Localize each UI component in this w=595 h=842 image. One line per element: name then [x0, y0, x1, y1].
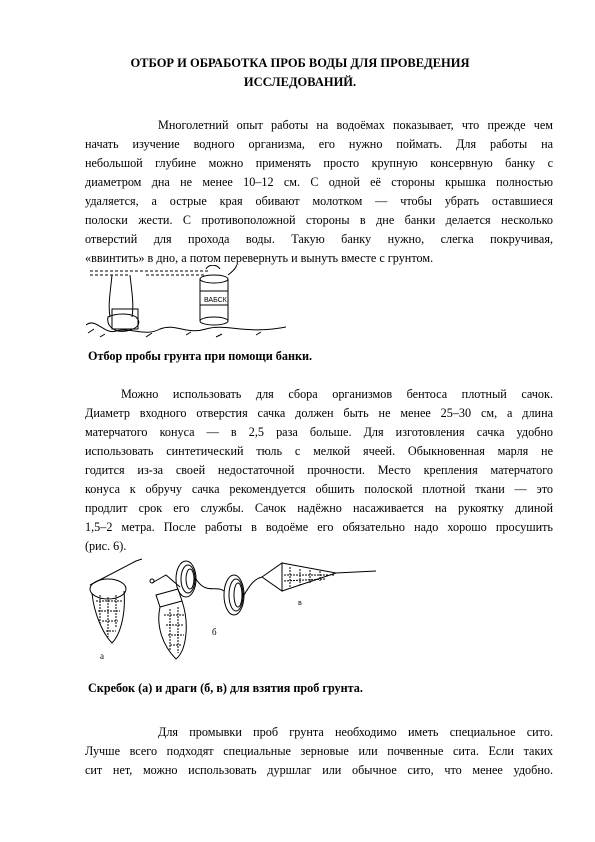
text-line: диаметром дна не менее 10–12 см. С одной её стороны крышка полностью [85, 175, 553, 189]
text-line: Для промывки проб грунта необходимо иметь специальное сито. [158, 725, 553, 739]
title-line-1: ОТБОР И ОБРАБОТКА ПРОБ ВОДЫ ДЛЯ ПРОВЕДЕНИЯ [130, 56, 470, 70]
text-line: «ввинтить» в дно, а потом перевернуть и вынуть вместе с грунтом. [85, 251, 434, 265]
figure-caption-1: Отбор пробы грунта при помощи банки. [88, 349, 313, 363]
paragraph-net-sampling [85, 385, 553, 556]
figure-label-a: а [100, 651, 104, 661]
text-line: Диаметр входного отверстия сачка должен быть не менее 25–30 см, а длина [85, 406, 553, 420]
title-line-2: ИССЛЕДОВАНИЙ. [243, 75, 357, 89]
text-line: использовать синтетический тюль с мелкой ячеей. Обыкновенная марля не [85, 444, 553, 458]
text-line: (рис. 6). [85, 539, 127, 553]
text-line: удаляется, а острые края обивают молотком — чтобы убрать оставшиеся [85, 194, 553, 208]
paragraph-sieve [85, 723, 553, 780]
text-line: Лучше всего подходят специальные зерновые или почвенные сита. Если таких [85, 744, 553, 758]
figure-label-c: в [298, 598, 302, 607]
figure-label-b: б [212, 627, 217, 637]
can-sampling-illustration [86, 265, 286, 345]
text-line: полоски жести. С противоположной стороны в дне банки делается несколько [85, 213, 553, 227]
can-label: ВАБСК [204, 297, 227, 304]
text-line: продлит срок его службы. Сачок надёжно насаживается на рукоятку длиной [85, 501, 553, 515]
text-line: сит нет, можно использовать дуршлаг или обычное сито, что менее удобно. [85, 763, 553, 777]
text-line: Многолетний опыт работы на водоёмах показывает, что прежде чем [158, 118, 553, 132]
figure-caption-2: Скребок (а) и драги (б, в) для взятия проб грунта. [88, 681, 363, 695]
text-line: 1,5–2 метра. После работы в водоёме его обязательно надо хорошо просушить [85, 520, 553, 534]
text-line: матерчатого конуса — в 2,5 раза больше. Для изготовления сачка удобно [85, 425, 553, 439]
page-title [85, 54, 515, 92]
text-line: начать изучение водного организма, его нужно поймать. Для работы на [85, 137, 553, 151]
text-line: годится из-за своей недостаточной прочности. Место крепления матерчатого [85, 463, 553, 477]
text-line: Можно использовать для сбора организмов бентоса плотный сачок. [121, 387, 553, 401]
paragraph-can-sampling [85, 116, 553, 268]
text-line: отверстий для прохода воды. Такую банку нужно, слегка покручивая, [85, 232, 553, 246]
scraper-and-dredges-illustration [86, 555, 386, 675]
text-line: конуса к обручу сачка рекомендуется обшить полоской плотной ткани — это [85, 482, 553, 496]
text-line: небольшой глубине можно применять просто крупную консервную банку с [85, 156, 553, 170]
